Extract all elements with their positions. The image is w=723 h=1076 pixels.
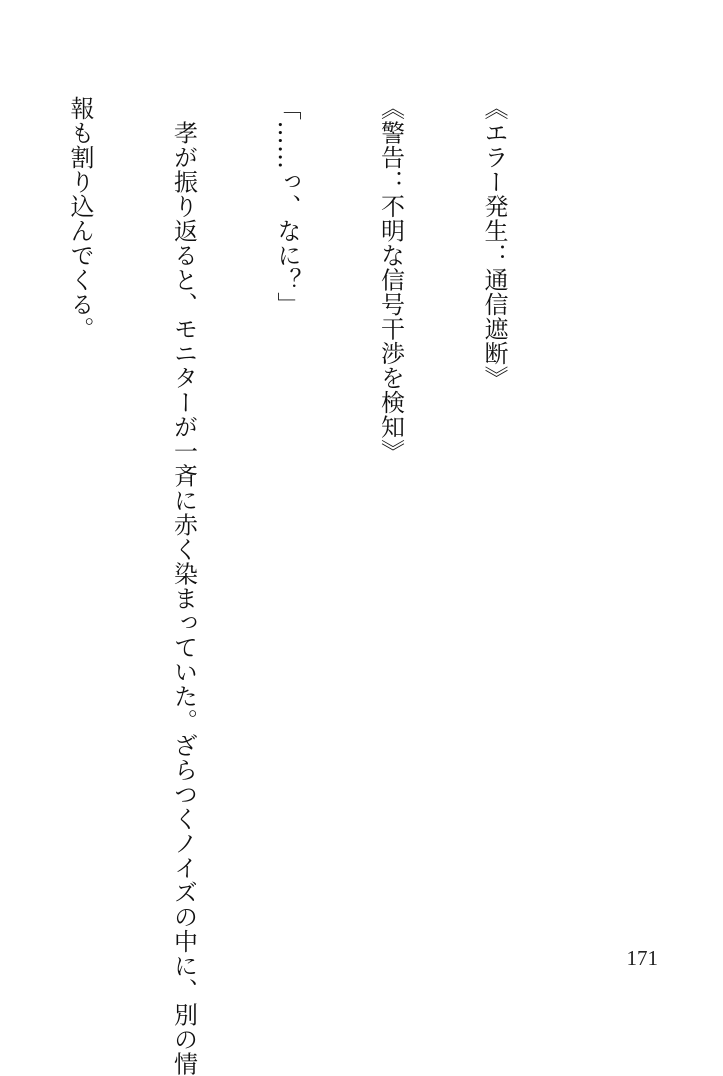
text-line: 《警告：不明な信号干渉を検知》 [376,96,405,464]
text-line: 孝が振り返ると、モニターが一斉に赤く染まっていた。ざらつくノイズの中に、別の情 [169,96,198,1076]
text-line: 「……っ、なに？」 [273,96,301,317]
text-line: 《エラー発生：通信遮断》 [480,96,508,390]
page-number: 171 [626,946,658,970]
text-line: 報も割り込んでくる。 [66,96,94,341]
vertical-text-body [66,96,580,1076]
